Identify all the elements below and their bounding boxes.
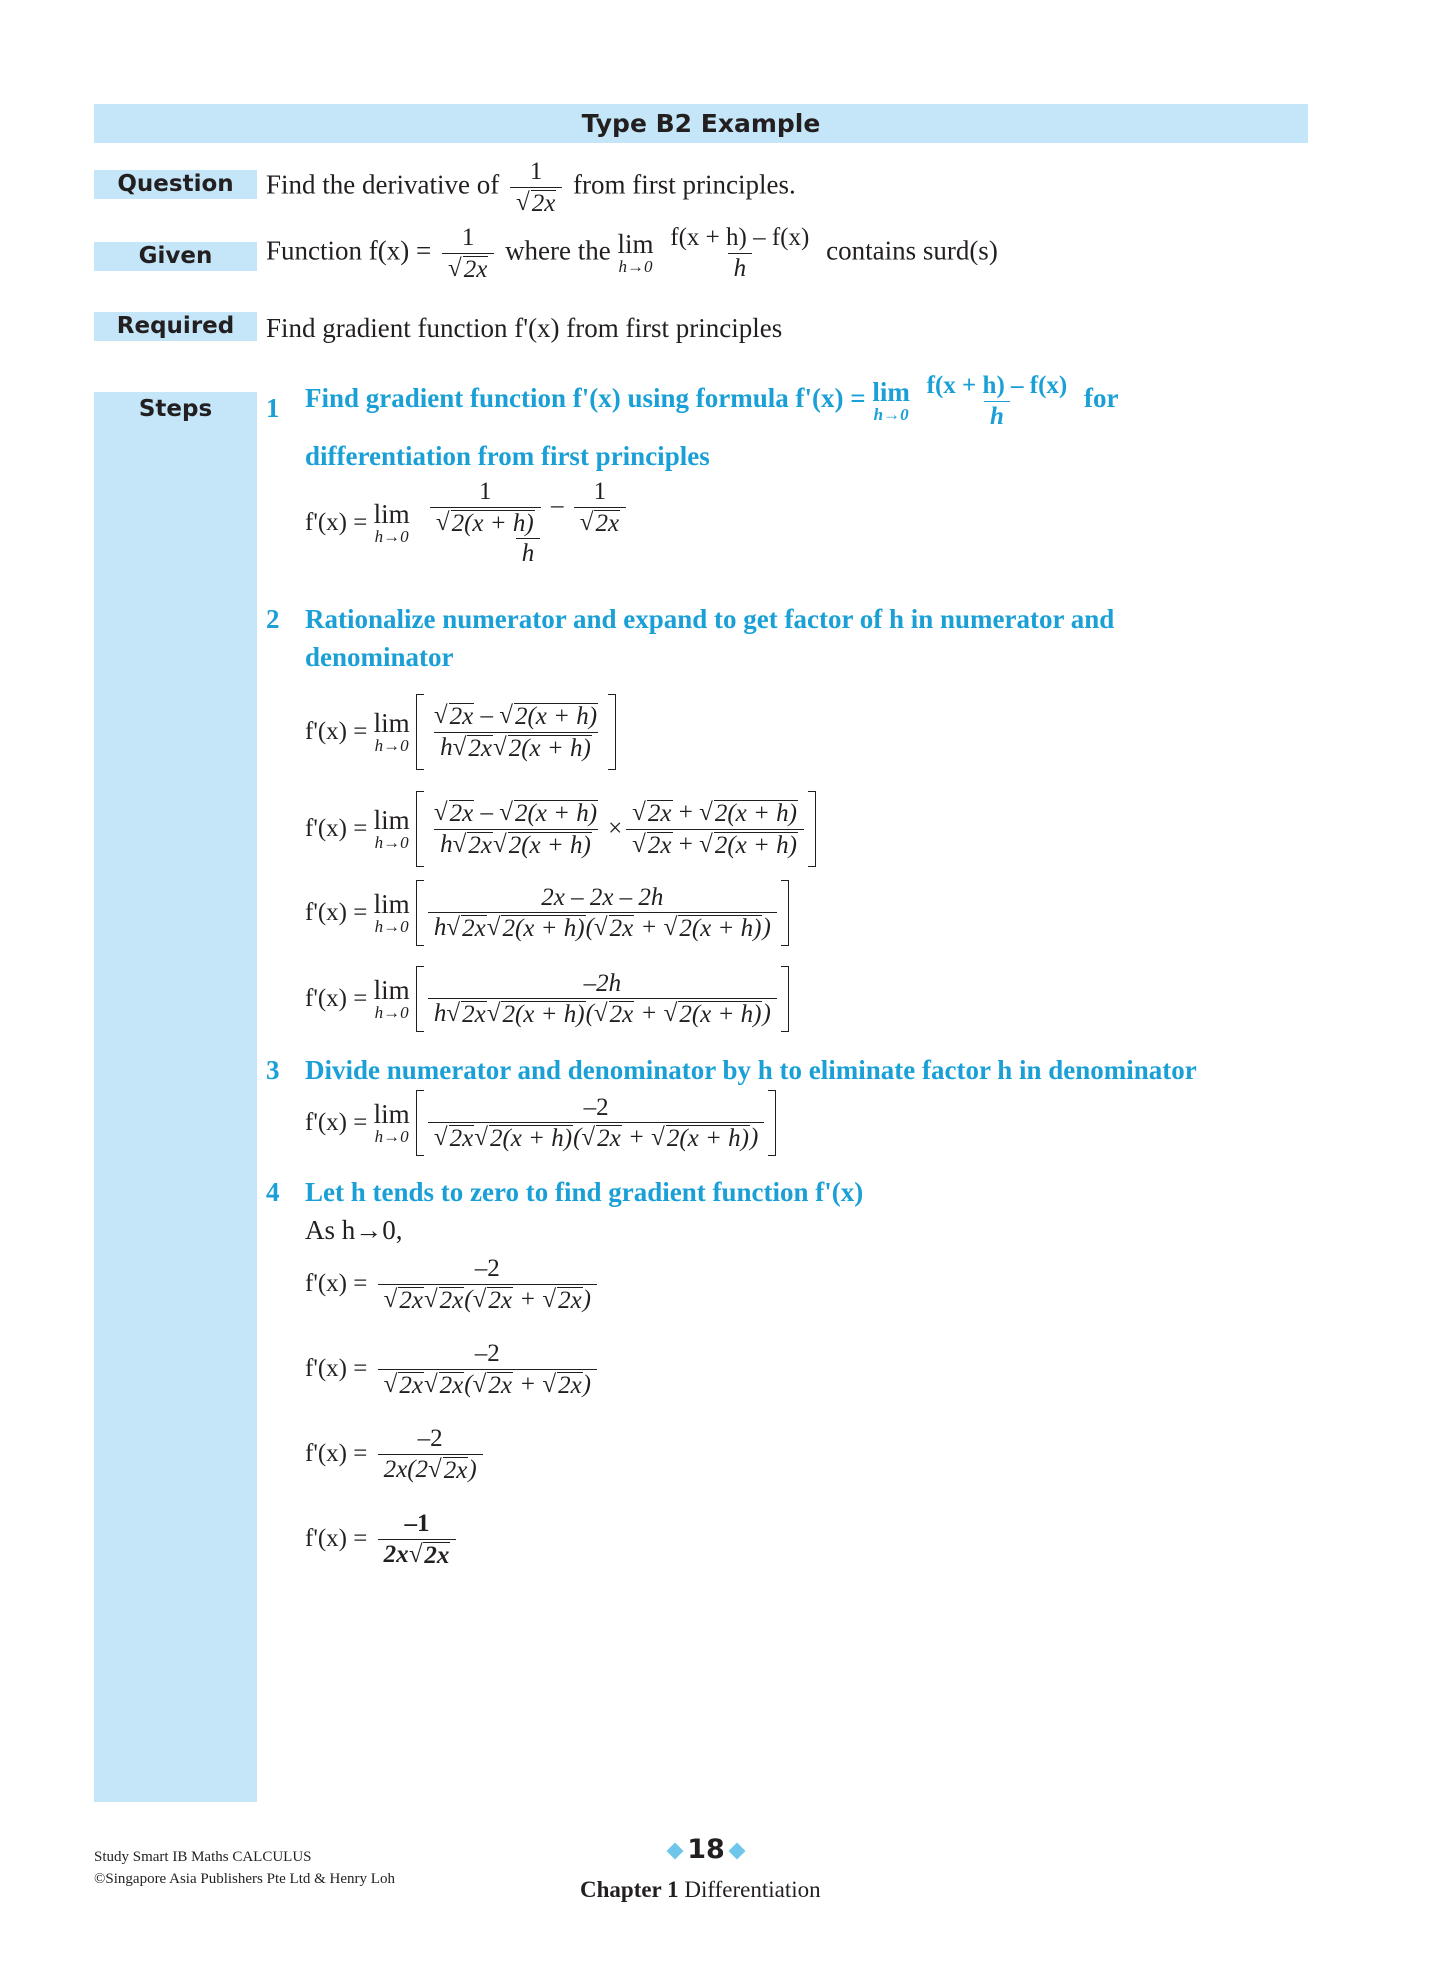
step-1-equation: f'(x) = lim h→0 1 √ 2(x + h) – 1 √ 2x h — [305, 478, 640, 567]
given-post: contains surd(s) — [826, 235, 998, 266]
step-number: 4 — [266, 1177, 280, 1207]
page-number: 18 — [656, 1834, 756, 1865]
step-number: 3 — [266, 1055, 280, 1085]
question-pre: Find the derivative of — [266, 169, 500, 200]
step-2-eq-4: f'(x) = lim h→0 –2h h √ 2x √ 2(x + h) ( √ 2x + √ 2(x + h) ) — [305, 966, 789, 1032]
step-2-eq-3: f'(x) = lim h→0 2x – 2x – 2h h √ 2x √ 2(x + h) ( √ 2x + √ 2(x + h) ) — [305, 880, 789, 946]
step-number: 1 — [266, 393, 280, 423]
required-label: Required — [94, 312, 257, 341]
example-title: Type B2 Example — [94, 104, 1308, 143]
diamond-icon — [728, 1842, 745, 1859]
steps-label: Steps — [138, 396, 213, 422]
final-answer: f'(x) = –1 2x √ 2x — [305, 1510, 460, 1569]
step-2-heading: Rationalize numerator and expand to get factor of h in numerator and — [305, 604, 1115, 634]
question-text — [266, 158, 796, 217]
difference-quotient: $\frac{f(x + h) - f(x)}{h}$ — [670, 224, 810, 282]
given-mid: where the — [505, 235, 611, 266]
step-2-heading-line2: denominator — [305, 642, 454, 672]
footer-credits — [94, 1846, 395, 1890]
question-fraction: 1 √ 2x — [510, 158, 562, 217]
given-fraction: 1 √ 2x — [442, 224, 494, 283]
step-2-eq-1: f'(x) = lim h→0 √ 2x – √ 2(x + h) h √ 2x √ 2(x + h) — [305, 694, 616, 770]
step-4-eq-2: f'(x) = –2 √ 2x √ 2x ( √ 2x + √ 2x ) — [305, 1340, 601, 1399]
limit-symbol: lim h→0 — [617, 229, 654, 277]
step-2-eq-2: f'(x) = lim h→0 √ 2x – √ 2(x + h) h √ 2x √ 2(x + h) × √ 2x + √ 2(x + h) √ 2x + √ 2(x + h) — [305, 791, 816, 867]
copyright: ©Singapore Asia Publishers Pte Ltd & Henry Loh — [94, 1871, 395, 1887]
step-number: 2 — [266, 604, 280, 634]
given-pre: Function f(x) = — [266, 235, 432, 266]
step-1-heading-line2: differentiation from first principles — [305, 441, 710, 471]
chapter-title: Chapter 1 Differentiation — [580, 1877, 821, 1902]
step-1-heading: Find gradient function f'(x) using formula f'(x) = lim h→0 $\frac{f(x + h) - f(x)}{h}$ for — [305, 372, 1119, 430]
step-4-eq-3: f'(x) = –2 2x(2 √ 2x ) — [305, 1425, 487, 1484]
given-text — [266, 224, 998, 283]
given-label: Given — [94, 242, 257, 271]
book-title: Study Smart IB Maths CALCULUS — [94, 1849, 312, 1865]
question-label: Question — [94, 170, 257, 199]
diamond-icon — [667, 1842, 684, 1859]
step-4-eq-1: f'(x) = –2 √ 2x √ 2x ( √ 2x + √ 2x ) — [305, 1255, 601, 1314]
step-3-equation: f'(x) = lim h→0 –2 √ 2x √ 2(x + h) ( √ 2x + √ 2(x + h) ) — [305, 1090, 776, 1156]
as-h-to-zero: As h→0, — [305, 1215, 403, 1245]
required-text: Find gradient function f'(x) from first principles — [266, 313, 783, 343]
step-3-heading: Divide numerator and denominator by h to eliminate factor h in denominator — [305, 1055, 1197, 1085]
step-4-heading: Let h tends to zero to find gradient function f'(x) — [305, 1177, 864, 1207]
steps-sidebar — [94, 392, 257, 1802]
question-post: from first principles. — [573, 169, 796, 200]
